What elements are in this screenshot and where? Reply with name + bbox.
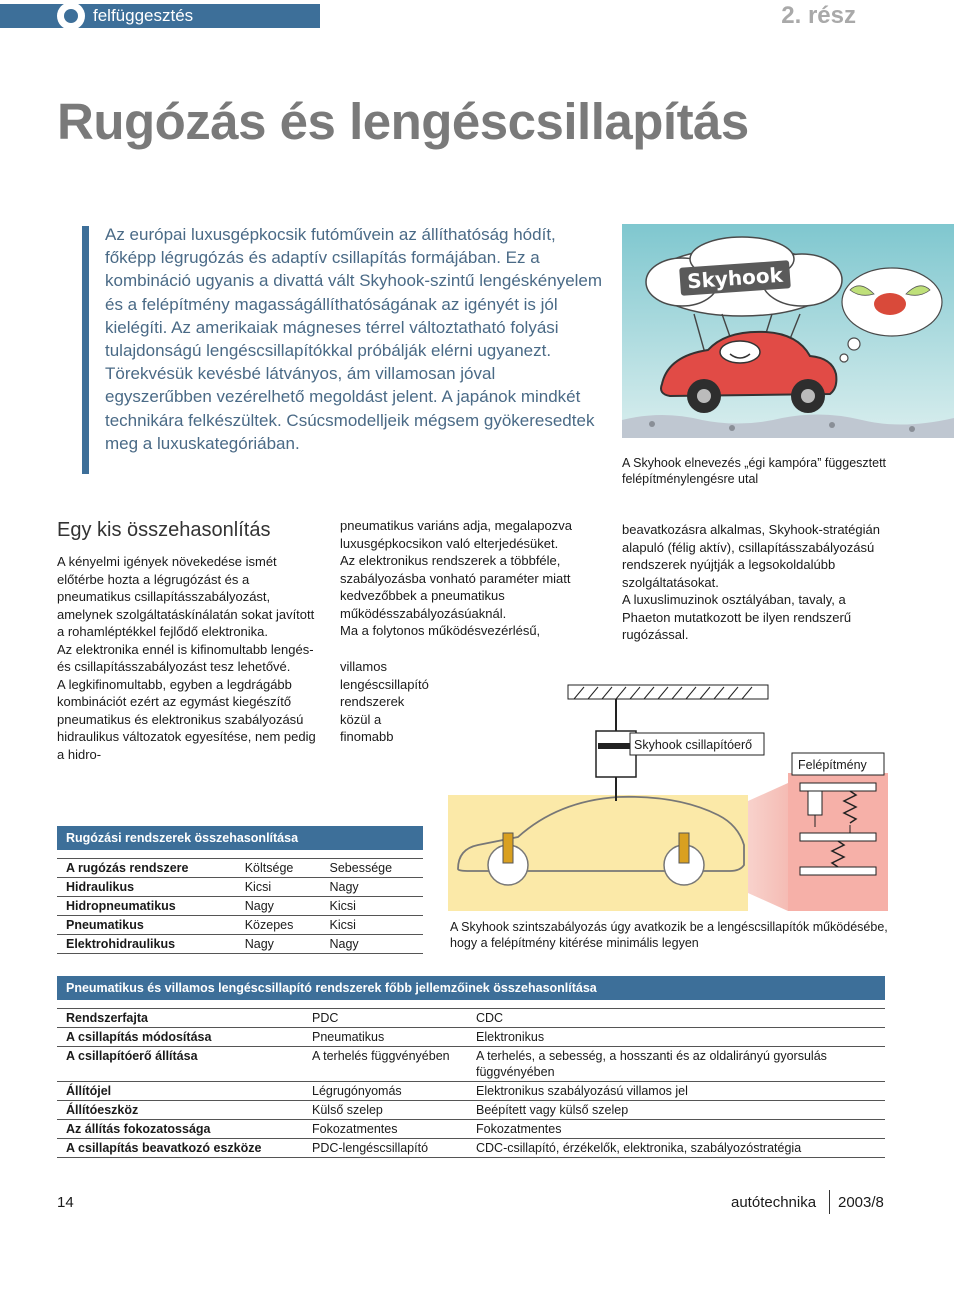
body-paragraph: A legkifinomultabb, egyben a legdrágább kombinációt ezért az egymást kiegészítő pneumatikus és elektronikus szabályozású hidraulikus változatok egyesítése, nem pedig a hidro- (57, 676, 316, 762)
table-row (57, 935, 423, 954)
issue-number: 2003/8 (838, 1194, 884, 1211)
body-paragraph: pneumatikus variáns adja, megalapozva luxusgépkocsikon való elterjedésüket. (340, 518, 572, 551)
table-cell: A csillapítás módosítása (57, 1028, 303, 1047)
table-cell: Elektrohidraulikus (57, 935, 236, 954)
table-cell: Kicsi (236, 878, 321, 897)
diagram-label-force: Skyhook csillapítóerő (634, 738, 753, 752)
table-cell: A terhelés függvényében (303, 1047, 467, 1082)
table-cell: Pneumatikus (57, 916, 236, 935)
table-row (57, 1082, 885, 1101)
skyhook-cartoon (622, 224, 954, 438)
lead-accent-bar (82, 226, 89, 474)
skyhook-sign-text: Skyhook (686, 262, 784, 294)
table-cell: A csillapítóerő állítása (57, 1047, 303, 1082)
table-row (57, 1047, 885, 1082)
table-cell: A csillapítás beavatkozó eszköze (57, 1139, 303, 1158)
diagram-label-body: Felépítmény (798, 758, 867, 772)
journal-name: autótechnika (731, 1194, 817, 1211)
table-cell: Sebessége (321, 859, 424, 878)
table-cell: PDC-lengéscsillapító (303, 1139, 467, 1158)
table-cell: Rendszerfajta (57, 1009, 303, 1028)
table-cell: Közepes (236, 916, 321, 935)
body-paragraph: A luxuslimuzinok osztályában, tavaly, a Phaeton mutatkozott be ilyen rendszerű rugózással. (622, 592, 852, 642)
table-cell: Elektronikus szabályozású villamos jel (467, 1082, 885, 1101)
body-paragraph: Az elektronika ennél is kifinomultabb lengés- és csillapításszabályozást tesz lehetővé. (57, 641, 314, 674)
table-cell: A terhelés, a sebesség, a hosszanti és az oldalirányú gyorsulás függvényében (467, 1047, 885, 1082)
body-paragraph: Ma a folytonos működésvezérlésű, (340, 623, 541, 638)
table-cell: Az állítás fokozatossága (57, 1120, 303, 1139)
table-cell: Állítójel (57, 1082, 303, 1101)
table-row (57, 1139, 885, 1158)
table-header-row (57, 859, 423, 878)
table-row (57, 1028, 885, 1047)
section-tag-logo-inner (64, 9, 78, 23)
table-row (57, 1101, 885, 1120)
table-cell: CDC (467, 1009, 885, 1028)
table-cell: Nagy (236, 897, 321, 916)
table-cell: Pneumatikus (303, 1028, 467, 1047)
table-row (57, 916, 423, 935)
table-cell: Hidraulikus (57, 878, 236, 897)
figure1-caption: A Skyhook elnevezés „égi kampóra” függesztett felépítménylengésre utal (622, 456, 887, 486)
section-tag: felfüggesztés (93, 6, 194, 25)
table-cell: Kicsi (321, 916, 424, 935)
lead-paragraph: Az európai luxusgépkocsik futóművein az állíthatóság hódít, főképp légrugózás és adaptív csillapítás formájában. Ez a kombináció ugyanis a divattá vált Skyhook-szintű lengéskényelem és a felépítmény magasságállíthatóságának az igényét is jól kielégíti. Az amerikaiak mágneses térrel változtatható folyási tulajdonságú lengéscsillapítókkal próbálják elérni ugyanezt. Törekvésük kevésbé látványos, ám villamosan jóval egyszerűbben vezérelhető megoldást jelent. A japánok mindkét technikára felkészültek. Csúcsmodelljeik mégsem gyökeresedtek meg a luxuskategóriában. (105, 225, 603, 453)
table-cell: CDC-csillapító, érzékelők, elektronika, szabályozóstratégia (467, 1139, 885, 1158)
damper-systems-table (57, 976, 885, 1158)
table-header-row (57, 1009, 885, 1028)
table-row (57, 878, 423, 897)
table-row (57, 1120, 885, 1139)
suspension-comparison-table (57, 826, 423, 954)
section-subheading: Egy kis összehasonlítás (57, 519, 271, 541)
part-label: 2. rész (781, 2, 856, 29)
table-cell: Nagy (321, 878, 424, 897)
table-cell: Kicsi (321, 897, 424, 916)
table-cell: Költsége (236, 859, 321, 878)
body-column-3 (622, 521, 882, 644)
table-title: Rugózási rendszerek összehasonlítása (57, 826, 423, 850)
table-title: Pneumatikus és villamos lengéscsillapító rendszerek főbb jellemzőinek összehasonlítása (57, 976, 885, 1000)
table-cell: Fokozatmentes (467, 1120, 885, 1139)
table-cell: PDC (303, 1009, 467, 1028)
body-paragraph: A kényelmi igények növekedése ismét előtérbe hozta a légrugózást és a pneumatikus csillapításszabályozást, amelynek szolgáltatáskínálatán sokat javított a rohamléptékkel fejlődő elektronika. (57, 554, 315, 639)
table-cell: Légrugónyomás (303, 1082, 467, 1101)
body-paragraph: beavatkozásra alkalmas, Skyhook-stratégián alapuló (félig aktív), csillapításszabályozású rendszerek nyújtják a legsokoldalúbb szolgáltatásokat. (622, 522, 880, 590)
table-row (57, 897, 423, 916)
table-cell: A rugózás rendszere (57, 859, 236, 878)
skyhook-diagram (448, 683, 888, 913)
page-number: 14 (57, 1194, 74, 1211)
table-cell: Fokozatmentes (303, 1120, 467, 1139)
table-cell: Hidropneumatikus (57, 897, 236, 916)
article-title: Rugózás és lengéscsillapítás (57, 93, 749, 150)
footer-separator (829, 1190, 830, 1214)
table-cell: Külső szelep (303, 1101, 467, 1120)
body-column-2-tail: villamos lengéscsillapító rendszerek közül a finomabb (340, 659, 429, 744)
table-cell: Nagy (236, 935, 321, 954)
table-cell: Állítóeszköz (57, 1101, 303, 1120)
table-cell: Nagy (321, 935, 424, 954)
body-paragraph: Az elektronikus rendszerek a többféle, szabályozásba vonható paraméter miatt kedvezőbbek a pneumatikus működésszabályozásúaknál. (340, 553, 571, 621)
table-cell: Beépített vagy külső szelep (467, 1101, 885, 1120)
body-column-1 (57, 553, 319, 763)
figure2-caption: A Skyhook szintszabályozás úgy avatkozik be a lengéscsillapítók működésébe, hogy a felépítmény kitérése minimális legyen (450, 920, 888, 950)
body-column-2 (340, 517, 602, 640)
table-cell: Elektronikus (467, 1028, 885, 1047)
